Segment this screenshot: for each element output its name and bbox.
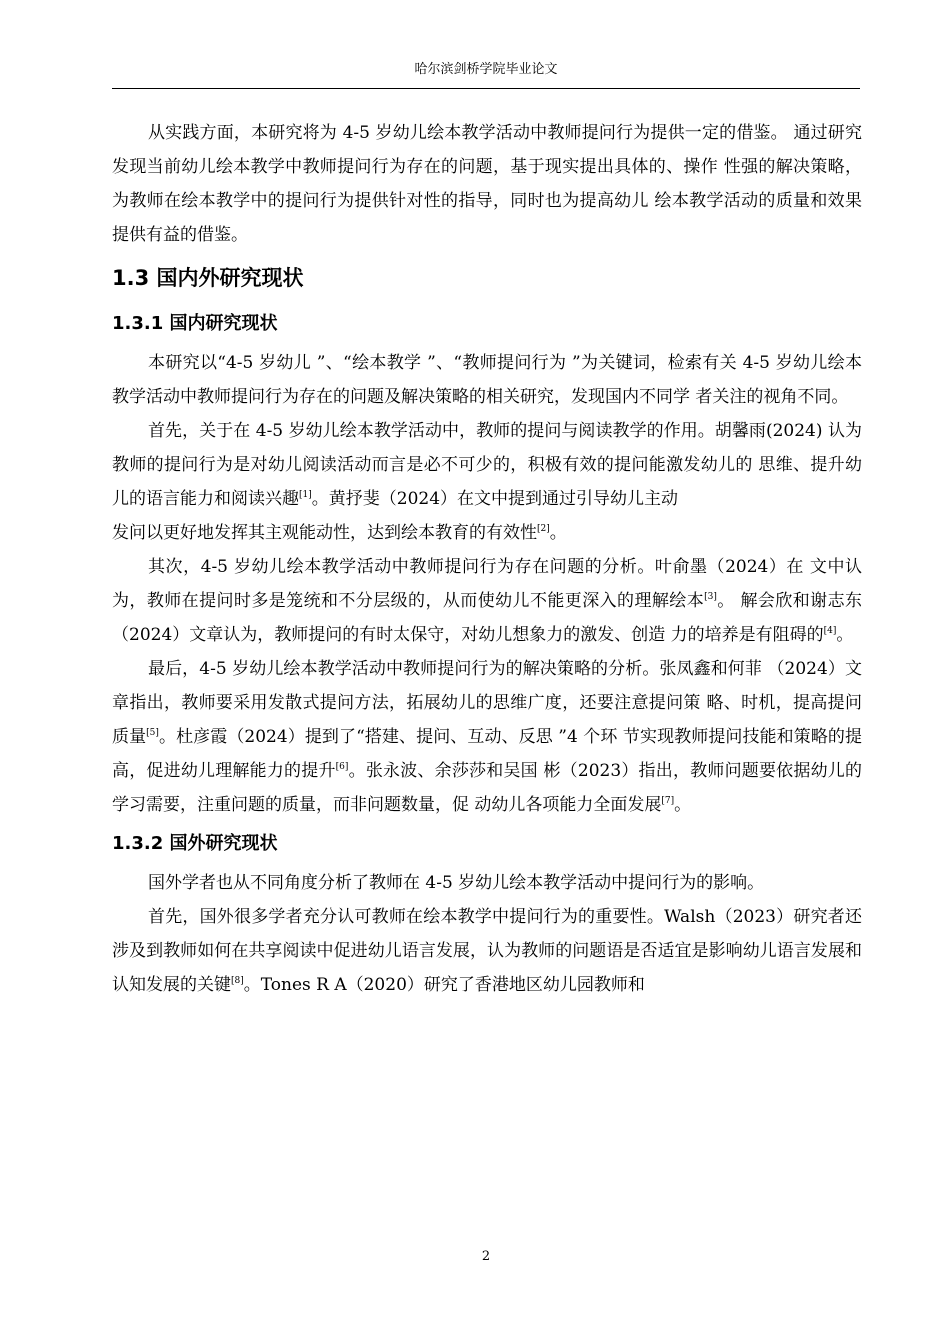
- citation-ref: [4]: [823, 626, 837, 636]
- running-header: 哈尔滨剑桥学院毕业论文: [414, 62, 558, 77]
- paragraph-text: 。: [836, 625, 854, 645]
- paragraph-keywords: 本研究以“4-5 岁幼儿 ”、“绘本教学 ”、“教师提问行为 ”为关键词，检索有关 4-5 岁幼儿绘本教学活动中教师提问行为存在的问题及解决策略的相关研究，发现国内不同学 者关注的视角不同。: [112, 353, 862, 407]
- paragraph-first: [112, 414, 862, 516]
- section-heading-1-3-2: 1.3.2 国外研究现状: [112, 833, 278, 854]
- paragraph-text: 。: [549, 523, 567, 543]
- paragraph-text: 。黄抒斐（2024）在文中提到通过引导幼儿主动: [311, 489, 679, 509]
- paragraph-second: [112, 550, 862, 652]
- page-body: [112, 116, 862, 1002]
- citation-ref: [3]: [704, 592, 717, 602]
- paragraph-foreign-intro: 国外学者也从不同角度分析了教师在 4-5 岁幼儿绘本教学活动中提问行为的影响。: [148, 873, 765, 893]
- paragraph-last: [112, 652, 862, 822]
- paragraph-text: 首先，关于在 4-5 岁幼儿绘本教学活动中，教师的提问与阅读教学的作用。胡馨雨(2024) 认为教师的提问行为是对幼儿阅读活动而言是必不可少的，积极有效的提问能激发幼儿的 思维、提升幼儿的语言能力和阅读兴趣: [112, 421, 862, 509]
- paragraph-text: 。杜彦霞（2024）提到了“搭建、提问、互动、反思 ”4 个环 节实现教师提问技能和策略的提高，促进幼儿理解能力的提升: [112, 727, 863, 781]
- citation-ref: [8]: [231, 976, 244, 986]
- paragraph-text: 发问以更好地发挥其主观能动性，达到绘本教育的有效性: [112, 523, 537, 543]
- paragraph-practice: 从实践方面，本研究将为 4-5 岁幼儿绘本教学活动中教师提问行为提供一定的借鉴。 通过研究发现当前幼儿绘本教学中教师提问行为存在的问题，基于现实提出具体的、操作 性强的解决策略，为教师在绘本教学中的提问行为提供针对性的指导，同时也为提高幼儿 绘本教学活动的质量和效果提供有益的借鉴。: [112, 123, 862, 245]
- page-number: 2: [481, 1249, 491, 1264]
- header-rule: [112, 88, 860, 89]
- paragraph-text: 。: [674, 795, 692, 815]
- citation-ref: [7]: [661, 796, 675, 806]
- citation-ref: [6]: [335, 762, 349, 772]
- paragraph-foreign-first: [112, 900, 862, 1002]
- citation-ref: [5]: [146, 728, 159, 738]
- section-heading-1-3-1: 1.3.1 国内研究现状: [112, 313, 278, 334]
- paragraph-text: 。Tones R A（2020）研究了香港地区幼儿园教师和: [243, 975, 645, 995]
- paragraph-text: 其次，4-5 岁幼儿绘本教学活动中教师提问行为存在问题的分析。叶俞墨（2024）在 文中认为，教师在提问时多是笼统和不分层级的，从而使幼儿不能更深入的理解绘本: [112, 557, 862, 611]
- paragraph-text: 。张永波、余莎莎和吴国 彬（2023）指出，教师问题要依据幼儿的学习需要，注重问题的质量，而非问题数量，促 动幼儿各项能力全面发展: [112, 761, 862, 815]
- paragraph-text: 最后，4-5 岁幼儿绘本教学活动中教师提问行为的解决策略的分析。张凤鑫和何菲 （2024）文章指出，教师要采用发散式提问方法，拓展幼儿的思维广度，还要注意提问策 略、时机，提高提问质量: [112, 659, 862, 747]
- citation-ref: [1]: [299, 490, 312, 500]
- paragraph-first-continued: [112, 516, 862, 550]
- section-heading-1-3: 1.3 国内外研究现状: [112, 266, 304, 290]
- citation-ref: [2]: [537, 524, 550, 534]
- paragraph-text: 。 解会欣和谢志东（2024）文章认为，教师提问的有时太保守，对幼儿想象力的激发、创造 力的培养是有阻碍的: [112, 591, 862, 645]
- paragraph-text: 首先，国外很多学者充分认可教师在绘本教学中提问行为的重要性。Walsh（2023）研究者还涉及到教师如何在共享阅读中促进幼儿语言发展，认为教师的问题语是否适宜是影响幼儿语言发展和认知发展的关键: [112, 907, 862, 995]
